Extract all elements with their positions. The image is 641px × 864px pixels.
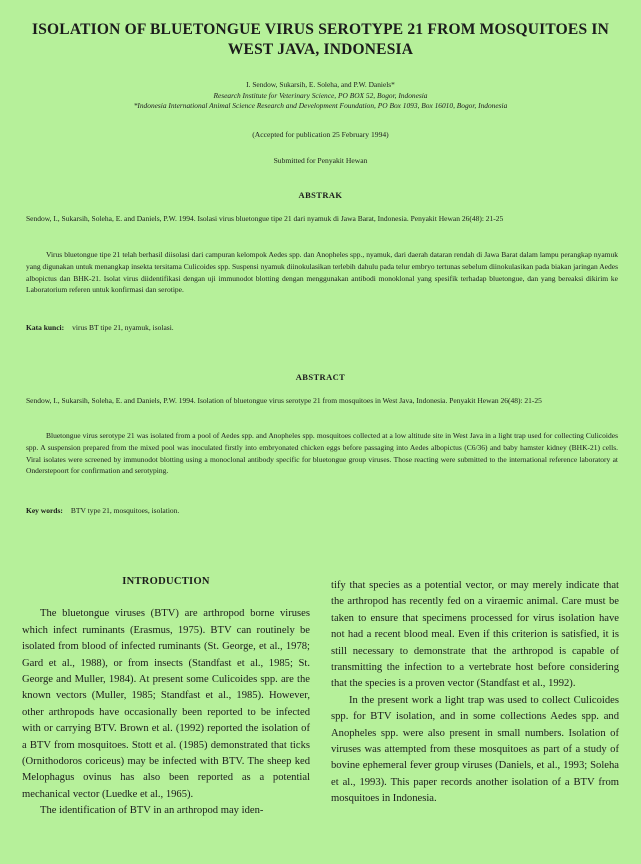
right-paragraph-1: tify that species as a potential vector, or may merely indicate that the arthropod has recently fed on a viraemic animal. Care must be taken to ensure that specimens processed for virus isolation have not had a recent blood meal. Even if this criterion is satisfied, it is still necessary to demonstrate that the arthropod is capable of transmitting the infection to a vertebrate host before considering that the species is a proven vector (Standfast et al., 1992). (331, 580, 619, 690)
abstract-citation: Sendow, I., Sukarsih, Soleha, E. and Daniels, P.W. 1994. Isolation of bluetongue virus serotype 21 from mosquitoes in West Java, Indonesia. Penyakit Hewan 26(48): 21-25 (26, 396, 542, 405)
affiliation-primary: Research Institute for Veterinary Science, PO BOX 52, Bogor, Indonesia (213, 91, 428, 100)
left-paragraph-1: The bluetongue viruses (BTV) are arthropod borne viruses which infect ruminants (Erasmus, 1975). BTV can routinely be isolated from blood of infected ruminants (St. George, et al., 1978; Gard et al., 1988), or from insects (Standfast et al., 1985; St. George and Muller, 1984). At present some Culicoides spp. are the known vectors (Muller, 1985; Standfast et al., 1985). However, other arthropods have occasionally been reported to be infected with or carrying BTV. Brown et al. (1992) reported the isolation of a BTV from mosquitoes. Stott et al. (1985) demonstrated that ticks (Ornithodoros coriceus) may be infected with BTV. The sheep ked Melophagus ovinus has also been reported as a potential mechanical vector (Luedke et al., 1965). (22, 608, 310, 800)
introduction-heading: INTRODUCTION (122, 576, 210, 587)
abstract-keywords-label: Key words: (26, 506, 63, 515)
right-column (331, 578, 619, 808)
abstract-keywords-value: BTV type 21, mosquitoes, isolation. (70, 506, 180, 515)
abstrak-body (26, 249, 618, 296)
accepted-date: (Accepted for publication 25 February 1994) (252, 130, 389, 139)
left-column (22, 574, 310, 820)
abstract-body (26, 430, 618, 477)
right-paragraph-2: In the present work a light trap was used to collect Culicoides spp. for BTV isolation, and in some collections Aedes spp. and Anopheles spp. were also present in small numbers. Isolation of viruses was attempted from these mosquitoes as part of a study of bovine ephemeral fever group viruses (Daniels, et al., 1993; Soleha et al., 1993). This paper records another isolation of a BTV from mosquitoes in Indonesia. (331, 694, 619, 805)
left-paragraph-2: The identification of BTV in an arthropod may iden- (40, 805, 264, 817)
abstrak-keywords-value: virus BT tipe 21, nyamuk, isolasi. (72, 323, 174, 332)
abstrak-keywords (26, 322, 618, 334)
abstrak-heading: ABSTRAK (298, 190, 343, 200)
abstrak-keywords-label: Kata kunci: (26, 323, 65, 332)
paper-title: ISOLATION OF BLUETONGUE VIRUS SEROTYPE 21 FROM MOSQUITOES IN WEST JAVA, INDONESIA (31, 21, 609, 58)
abstract-paragraph: Bluetongue virus serotype 21 was isolated from a pool of Aedes spp. and Anopheles spp. mosquitoes collected at a low altitude site in West Java in a light trap used for collecting Culicoides spp. A suspension prepared from the mixed pool was inoculated firstly into embryonated chicken eggs before passaging into Aedes albopictus (C6/36) and baby hamster kidney (BHK-21) cells. Viral isolates were screened by immunodot blotting using a monoclonal antibody specific for bluetongue group viruses. Those reacting were submitted to the international reference laboratory at Onderstepoort for confirmation and serotyping. (26, 431, 618, 476)
abstract-heading: ABSTRACT (295, 372, 346, 382)
abstrak-citation: Sendow, I., Sukarsih, Soleha, E. and Daniels, P.W. 1994. Isolasi virus bluetongue tipe 21 dari nyamuk di Jawa Barat, Indonesia. Penyakit Hewan 26(48): 21-25 (26, 214, 504, 223)
submitted-note: Submitted for Penyakit Hewan (273, 156, 368, 165)
abstrak-paragraph: Virus bluetongue tipe 21 telah berhasil diisolasi dari campuran kelompok Aedes spp. dan Anopheles spp., nyamuk, dari daerah dataran rendah di Jawa Barat dalam lampu perangkap nyamuk yang digunakan untuk menangkap insekta tersitama Culicoides spp. Suspensi nyamuk diinokulasikan terlebih dahulu pada telur embryo tertunas sebelum diinokulasikan pada biakan jaringan Aedes albopictus dan BHK-21. Isolat virus diidentifikasi dengan uji immunodot blotting dengan menggunakan antibodi monoklonal yang spesifik terhadap bluetongue, dan yang bereaksi dikirim ke Laboratorium referen untuk konfirmasi dan serotipe. (26, 250, 618, 295)
abstract-keywords (26, 505, 618, 517)
affiliation-secondary: *Indonesia International Animal Science Research and Development Foundation, PO Box 1093, Box 16010, Bogor, Indonesia (133, 101, 508, 110)
author-list: I. Sendow, Sukarsih, E. Soleha, and P.W. Daniels* (246, 80, 395, 89)
